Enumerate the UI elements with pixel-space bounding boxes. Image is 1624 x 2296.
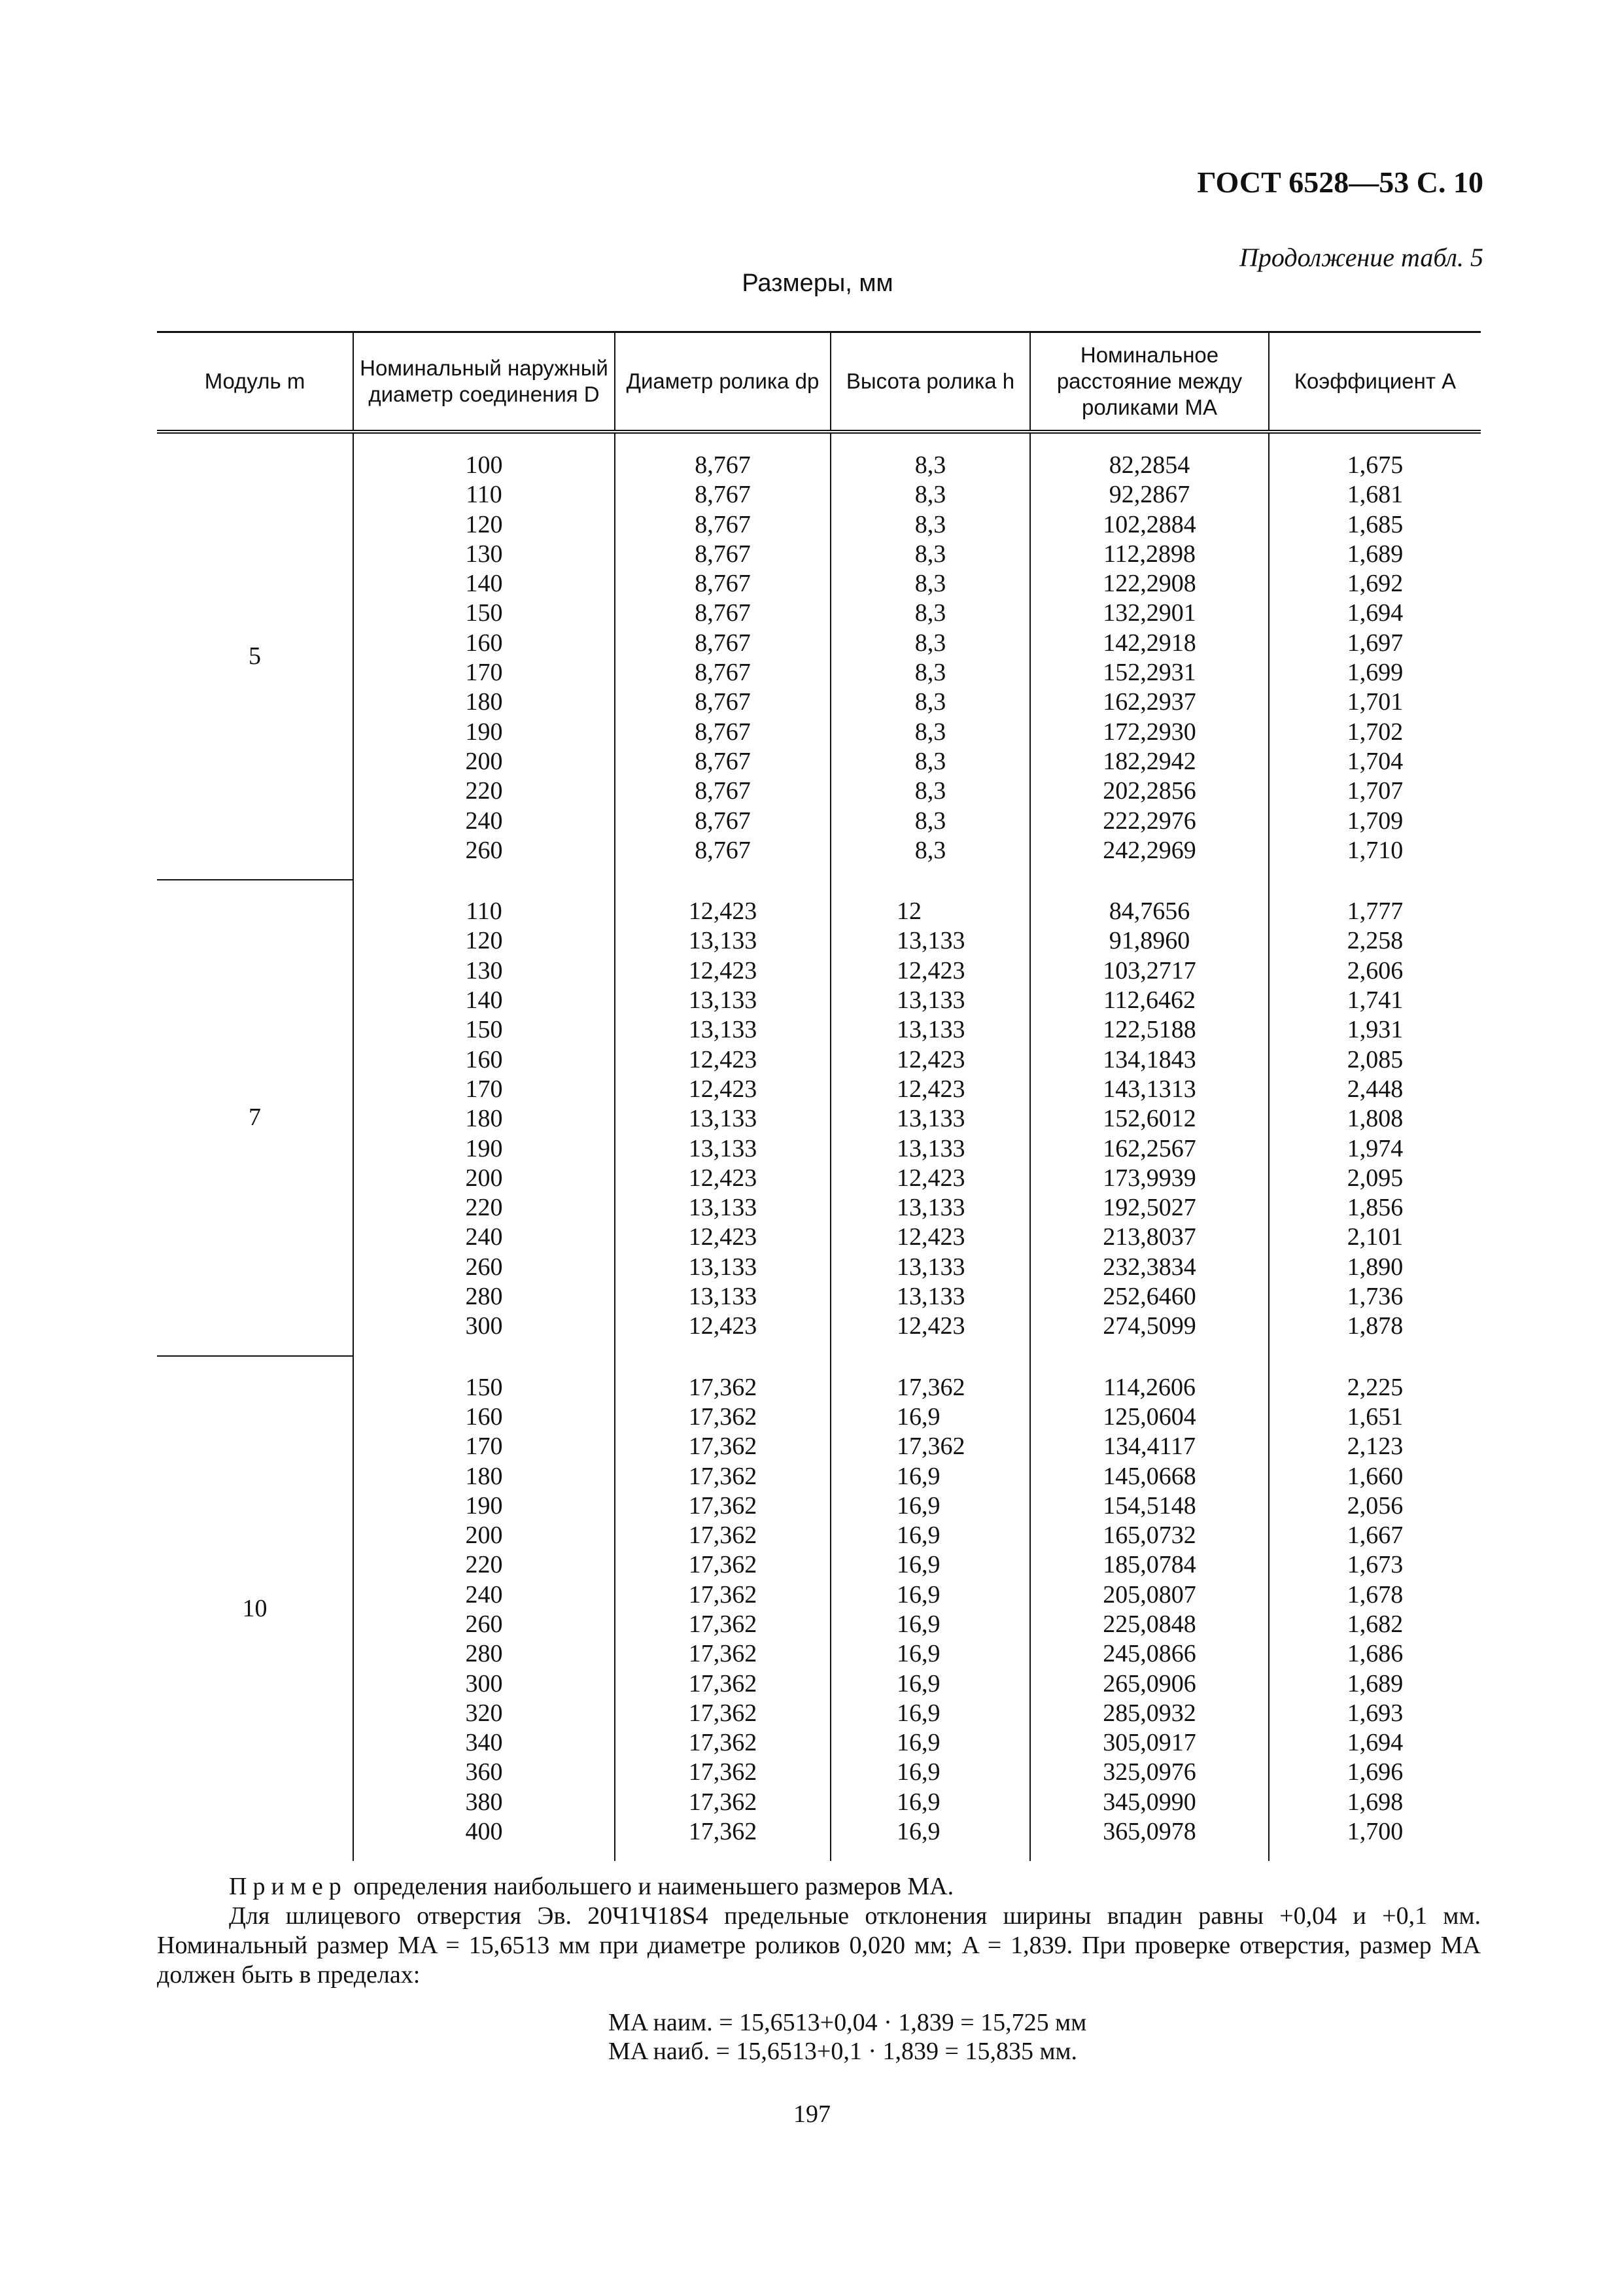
outer-diameter-cell: 100 110 120 130 140 150 160 170 180 190 200 220 240 260 [353,432,615,880]
roller-height-cell: 8,3 8,3 8,3 8,3 8,3 8,3 8,3 8,3 8,3 8,3 8,3 8,3 8,3 8,3 [831,432,1030,880]
example-lead: Пример [229,1873,347,1900]
table-row [157,432,1481,880]
example-title-text: определения наибольшего и наименьшего размеров MA. [353,1873,954,1900]
coefficient-cell: 1,675 1,681 1,685 1,689 1,692 1,694 1,697 1,699 1,701 1,702 1,704 1,707 1,709 1,710 [1269,432,1481,880]
module-value: 10 [157,1356,353,1862]
roller-diameter-cell: 17,362 17,362 17,362 17,362 17,362 17,362 17,362 17,362 17,362 17,362 17,362 17,362 17,362 17,362 17,362 17,362 [615,1356,831,1862]
doc-page-header: ГОСТ 6528—53 С. 10 [1197,165,1483,199]
column-header-roller-diameter: Диаметр ролика dр [615,332,831,432]
page-number: 197 [793,2100,831,2128]
module-value: 5 [249,642,261,670]
column-header-roller-height: Высота ролика h [831,332,1030,432]
example-section [157,1872,1481,1990]
roller-distance-cell: 84,7656 91,8960 103,2717 112,6462 122,5188 134,1843 143,1313 152,6012 162,2567 173,9939 192,5027 213,8037 232,3834 252,6460 274,5099 [1030,880,1269,1355]
roller-diameter-cell: 8,767 8,767 8,767 8,767 8,767 8,767 8,767 8,767 8,767 8,767 8,767 8,767 8,767 8,767 [615,432,831,880]
outer-diameter-cell: 110 120 130 140 150 160 170 180 190 200 220 240 260 280 300 [353,880,615,1355]
column-header-roller-distance: Номинальное расстояние между роликами MA [1030,332,1269,432]
roller-diameter-cell: 12,423 13,133 12,423 13,133 13,133 12,423 12,423 13,133 13,133 12,423 13,133 12,423 13,133 13,133 12,423 [615,880,831,1355]
roller-distance-cell: 82,2854 92,2867 102,2884 112,2898 122,2908 132,2901 142,2918 152,2931 162,2937 172,2930 182,2942 202,2856 222,2976 242,2969 [1030,432,1269,880]
table-row [157,1356,1481,1862]
example-body: Для шлицевого отверстия Эв. 20Ч1Ч18S4 предельные отклонения ширины впадин равны +0,04 и +0,1 мм. Номинальный размер MA = 15,6513 мм при диаметре роликов 0,020 мм; A = 1,839. При проверке отверстия, размер MA должен быть в пределах: [157,1902,1481,1989]
example-title [157,1872,1481,1902]
module-group [157,880,1481,1355]
roller-height-cell: 17,362 16,9 17,362 16,9 16,9 16,9 16,9 16,9 16,9 16,9 16,9 16,9 16,9 16,9 16,9 16,9 [831,1356,1030,1862]
roller-height-cell: 12 13,133 12,423 13,133 13,133 12,423 12,423 13,133 13,133 12,423 13,133 12,423 13,133 13,133 12,423 [831,880,1030,1355]
column-header-outer-diameter: Номинальный наружный диаметр соединения D [353,332,615,432]
units-caption: Размеры, мм [742,270,893,297]
coefficient-cell: 2,225 1,651 2,123 1,660 2,056 1,667 1,673 1,678 1,682 1,686 1,689 1,693 1,694 1,696 1,698 1,700 [1269,1356,1481,1862]
roller-dimensions-table [157,331,1481,1861]
formula-max: MA наиб. = 15,6513+0,1 · 1,839 = 15,835 мм. [608,2038,1078,2065]
roller-distance-cell: 114,2606 125,0604 134,4117 145,0668 154,5148 165,0732 185,0784 205,0807 225,0848 245,0866 265,0906 285,0932 305,0917 325,0976 345,0990 365,0978 [1030,1356,1269,1862]
column-header-coefficient: Коэффициент A [1269,332,1481,432]
module-group [157,1356,1481,1862]
module-value: 7 [157,880,353,1355]
formula-min: MA наим. = 15,6513+0,04 · 1,839 = 15,725 мм [608,2009,1087,2036]
column-header-module: Модуль m [157,332,353,432]
table-header-row [157,332,1481,432]
module-group [157,432,1481,880]
table-row [157,880,1481,1355]
outer-diameter-cell: 150 160 170 180 190 200 220 240 260 280 300 320 340 360 380 400 [353,1356,615,1862]
coefficient-cell: 1,777 2,258 2,606 1,741 1,931 2,085 2,448 1,808 1,974 2,095 1,856 2,101 1,890 1,736 1,878 [1269,880,1481,1355]
table-continuation-note: Продолжение табл. 5 [1239,243,1483,272]
